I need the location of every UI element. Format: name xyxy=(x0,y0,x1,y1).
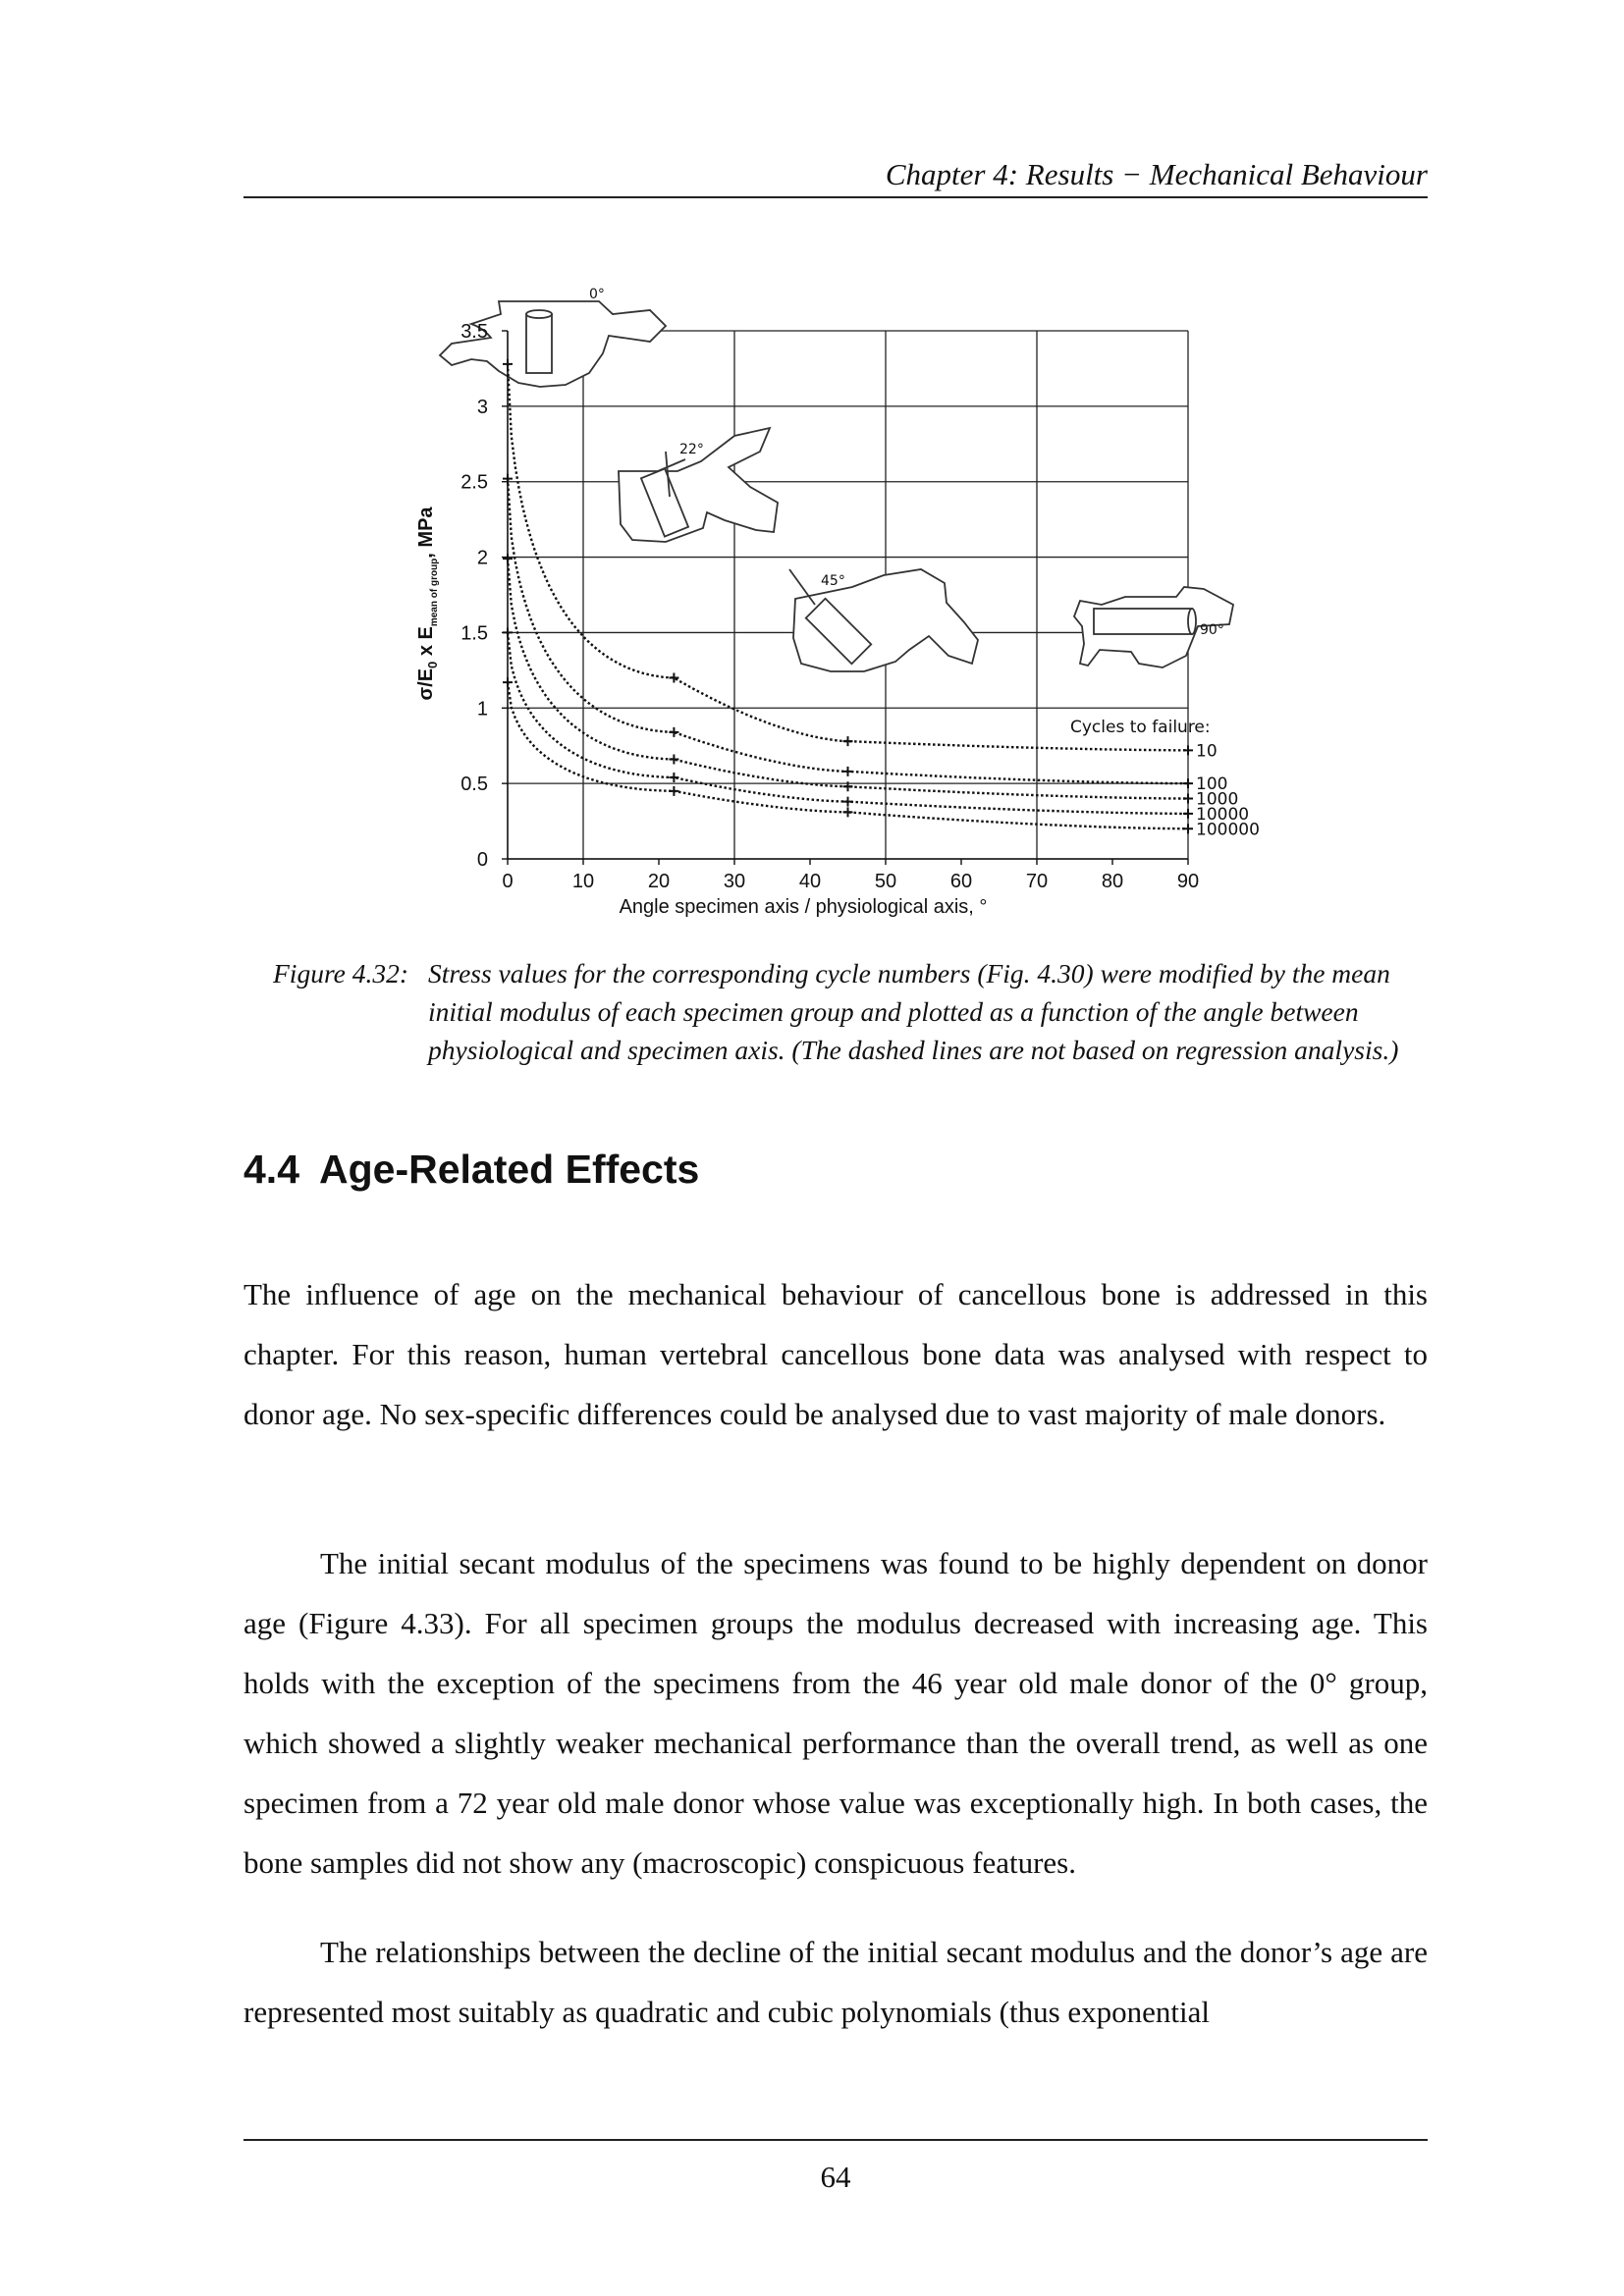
angle-label-22: 22° xyxy=(679,442,704,457)
y-tick-label-4: 2 xyxy=(476,547,488,569)
x-tick-label-6: 60 xyxy=(949,871,973,892)
footer-rule xyxy=(244,2139,1428,2141)
stress-angle-chart xyxy=(393,275,1296,923)
x-tick-label-1: 10 xyxy=(571,871,595,892)
series-label-1000: 1000 xyxy=(1196,789,1239,810)
svg-text:σ/E0 x Emean of group, MPa xyxy=(415,507,440,701)
y-axis-title-mid: x E xyxy=(415,626,437,662)
series-line-100000 xyxy=(508,682,1188,828)
x-tick-label-7: 70 xyxy=(1025,871,1049,892)
series-label-10000: 10000 xyxy=(1196,804,1250,825)
y-axis-title-main: σ/E xyxy=(415,667,437,701)
section-title: Age-Related Effects xyxy=(319,1147,700,1192)
y-axis-title-sub0: 0 xyxy=(425,661,440,668)
legend-title: Cycles to failure: xyxy=(1070,718,1211,737)
x-tick-label-9: 90 xyxy=(1176,871,1200,892)
header-rule xyxy=(244,196,1428,198)
data-point-1000-22 xyxy=(669,755,678,765)
y-tick-label-5: 2.5 xyxy=(460,471,488,494)
x-tick-label-3: 30 xyxy=(723,871,746,892)
vertebra-illustrations xyxy=(440,287,1233,671)
page-number: 64 xyxy=(820,2160,851,2194)
y-tick-label-0: 0 xyxy=(476,849,488,871)
series-label-10: 10 xyxy=(1196,741,1218,762)
x-tick-label-2: 20 xyxy=(647,871,671,892)
caption-text: Stress values for the corresponding cycle numbers (Fig. 4.30) were modified by the mean initial modulus of each specimen group and plotted as a function of the angle between physiological and specimen axis. (The dashed lines are not based on regression analysis.) xyxy=(428,958,1399,1065)
data-point-100000-90 xyxy=(1183,824,1193,833)
y-axis-title-sub: mean of group xyxy=(429,558,440,627)
figure-4-32 xyxy=(393,275,1296,923)
paragraph-3: The relationships between the decline of the initial secant modulus and the donor’s age are represented most suitably as quadratic and cubic polynomials (thus exponential xyxy=(244,1935,1428,2029)
angle-label-45: 45° xyxy=(821,573,845,589)
running-head: Chapter 4: Results − Mechanical Behaviour xyxy=(885,157,1428,191)
y-axis-title-unit: , MPa xyxy=(415,507,437,559)
y-tick-label-7: 3.5 xyxy=(460,321,488,343)
series-label-100: 100 xyxy=(1196,774,1228,795)
series-label-100000: 100000 xyxy=(1196,820,1260,840)
data-point-10000-22 xyxy=(669,773,678,782)
angle-label-90: 90° xyxy=(1200,622,1224,638)
data-point-100000-45 xyxy=(843,807,853,817)
y-tick-label-3: 1.5 xyxy=(460,622,488,645)
x-tick-label-0: 0 xyxy=(502,871,514,892)
section-number: 4.4 xyxy=(244,1147,299,1192)
y-tick-label-2: 1 xyxy=(476,698,488,721)
vertebra-45deg-icon xyxy=(789,569,978,671)
paragraph-2: The initial secant modulus of the specimens was found to be highly dependent on donor age (Figure 4.33). For all specimen groups the modulus decreased with increasing age. This holds with the exception of the specimens from the 46 year old male donor of the 0° group, which showed a slightly weaker mechanical performance than the overall trend, as well as one specimen from a 72 year old male donor whose value was exceptionally high. In both cases, the bone samples did not show any (macroscopic) conspicuous features. xyxy=(244,1546,1428,1880)
data-point-10-22 xyxy=(669,673,678,683)
data-point-10000-90 xyxy=(1183,809,1193,819)
vertebra-0deg-icon xyxy=(440,301,666,387)
data-point-10000-45 xyxy=(843,797,853,807)
paragraph-1: The influence of age on the mechanical behaviour of cancellous bone is addressed in this chapter. For this reason, human vertebral cancellous bone data was analysed with respect to donor age. No sex-specific differences could be analysed due to vast majority of male donors. xyxy=(244,1277,1428,1431)
x-tick-label-4: 40 xyxy=(798,871,822,892)
data-point-100-45 xyxy=(843,767,853,776)
figure-caption xyxy=(273,954,1412,1069)
data-point-100-22 xyxy=(669,727,678,737)
data-point-100-90 xyxy=(1183,778,1193,788)
x-tick-label-8: 80 xyxy=(1101,871,1124,892)
x-axis-title: Angle specimen axis / physiological axis, ° xyxy=(619,896,988,918)
section-heading xyxy=(244,1147,699,1193)
y-tick-label-1: 0.5 xyxy=(460,774,488,796)
angle-label-0: 0° xyxy=(589,287,605,302)
data-point-10-45 xyxy=(843,736,853,746)
data-point-1000-90 xyxy=(1183,794,1193,804)
x-tick-label-5: 50 xyxy=(874,871,897,892)
data-point-100000-22 xyxy=(669,786,678,796)
data-point-10-90 xyxy=(1183,745,1193,755)
y-axis-title xyxy=(415,507,440,701)
caption-label: Figure 4.32: xyxy=(273,958,408,988)
y-tick-label-6: 3 xyxy=(476,396,488,418)
